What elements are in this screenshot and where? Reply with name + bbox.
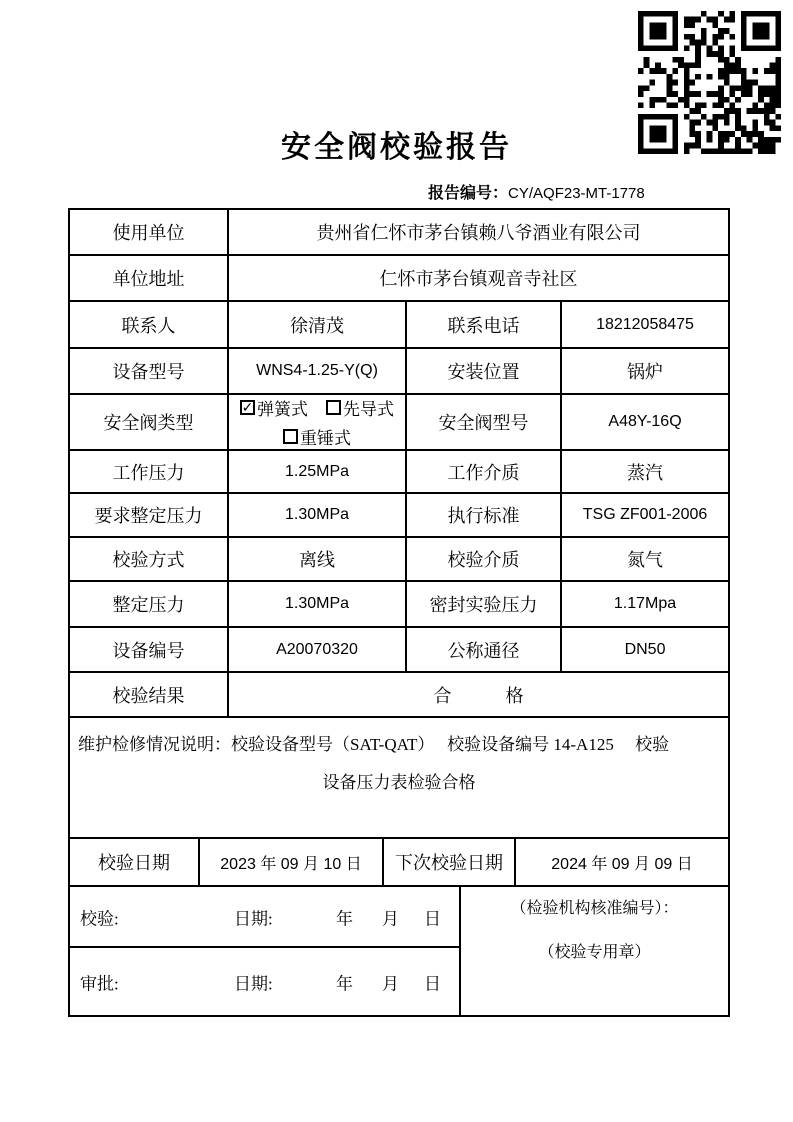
valve-model-value: A48Y-16Q xyxy=(561,394,729,450)
unit-address-label: 单位地址 xyxy=(69,255,228,301)
valve-type-options xyxy=(228,394,406,450)
required-set-pressure-label: 要求整定压力 xyxy=(69,493,228,537)
table-row xyxy=(69,348,729,394)
unit-address-value: 仁怀市茅台镇观音寺社区 xyxy=(228,255,729,301)
result-label: 校验结果 xyxy=(69,672,228,717)
approver-date-label: 日期: xyxy=(234,974,273,993)
table-row xyxy=(69,838,729,886)
table-row xyxy=(69,886,729,947)
approver-day-label: 日 xyxy=(424,974,441,993)
calibration-method-value: 离线 xyxy=(228,537,406,581)
standard-value: TSG ZF001-2006 xyxy=(561,493,729,537)
table-row xyxy=(69,301,729,348)
calibrator-sign-row xyxy=(69,886,460,947)
approver-label: 审批: xyxy=(80,974,119,993)
valve-model-label: 安全阀型号 xyxy=(406,394,561,450)
nominal-diameter-label: 公称通径 xyxy=(406,627,561,672)
table-row xyxy=(69,450,729,493)
calibration-medium-value: 氮气 xyxy=(561,537,729,581)
working-pressure-value: 1.25MPa xyxy=(228,450,406,493)
table-row xyxy=(69,255,729,301)
next-calibration-date-value: 2024 年 09 月 09 日 xyxy=(515,838,729,886)
seal-test-pressure-value: 1.17Mpa xyxy=(561,581,729,627)
calibrator-label: 校验: xyxy=(80,909,119,928)
device-model-value: WNS4-1.25-Y(Q) xyxy=(228,348,406,394)
usage-unit-label: 使用单位 xyxy=(69,209,228,255)
standard-label: 执行标准 xyxy=(406,493,561,537)
calibrator-date-label: 日期: xyxy=(234,909,273,928)
phone-value: 18212058475 xyxy=(561,301,729,348)
table-row xyxy=(69,717,729,838)
calibrator-year-label: 年 xyxy=(336,909,353,928)
table-row xyxy=(69,209,729,255)
unchecked-checkbox-icon[interactable] xyxy=(326,400,341,415)
maintenance-note xyxy=(69,717,729,838)
checkbox-spring-type[interactable] xyxy=(240,395,308,420)
device-no-label: 设备编号 xyxy=(69,627,228,672)
device-no-value: A20070320 xyxy=(228,627,406,672)
table-row xyxy=(69,493,729,537)
checkbox-spring-label: 弹簧式 xyxy=(257,400,308,419)
page-title: 安全阀校验报告 xyxy=(281,131,512,164)
table-row xyxy=(69,627,729,672)
working-medium-value: 蒸汽 xyxy=(561,450,729,493)
checkbox-weight-type[interactable] xyxy=(283,424,351,449)
checkbox-pilot-type[interactable] xyxy=(326,395,394,420)
calibration-date-label: 校验日期 xyxy=(69,838,199,886)
approver-year-label: 年 xyxy=(336,974,353,993)
checkbox-pilot-label: 先导式 xyxy=(343,400,394,419)
table-row xyxy=(69,394,729,450)
maintenance-note-line2: 设备压力表检验合格 xyxy=(322,773,476,792)
checked-checkbox-icon[interactable]: ✓ xyxy=(241,399,254,416)
main-info-table xyxy=(68,208,730,839)
signature-table xyxy=(68,885,730,1017)
install-position-value: 锅炉 xyxy=(561,348,729,394)
calibration-medium-label: 校验介质 xyxy=(406,537,561,581)
contact-value: 徐清茂 xyxy=(228,301,406,348)
valve-type-label: 安全阀类型 xyxy=(69,394,228,450)
unchecked-checkbox-icon[interactable] xyxy=(283,429,298,444)
phone-label: 联系电话 xyxy=(406,301,561,348)
required-set-pressure-value: 1.30MPa xyxy=(228,493,406,537)
contact-label: 联系人 xyxy=(69,301,228,348)
result-value: 合 格 xyxy=(228,672,729,717)
calibration-date-value: 2023 年 09 月 10 日 xyxy=(199,838,383,886)
usage-unit-value: 贵州省仁怀市茅台镇赖八爷酒业有限公司 xyxy=(228,209,729,255)
seal-test-pressure-label: 密封实验压力 xyxy=(406,581,561,627)
agency-approval-no-label: （检验机构核准编号）： xyxy=(510,900,679,917)
maintenance-note-line1: 维护检修情况说明：校验设备型号（SAT-QAT） 校验设备编号 14-A125 校验 xyxy=(78,735,670,754)
working-medium-label: 工作介质 xyxy=(406,450,561,493)
next-calibration-date-label: 下次校验日期 xyxy=(383,838,515,886)
calibration-method-label: 校验方式 xyxy=(69,537,228,581)
approver-month-label: 月 xyxy=(382,974,399,993)
dates-table xyxy=(68,837,730,887)
report-number-label: 报告编号： xyxy=(428,185,509,202)
report-number xyxy=(428,180,645,203)
set-pressure-label: 整定压力 xyxy=(69,581,228,627)
table-row xyxy=(69,581,729,627)
nominal-diameter-value: DN50 xyxy=(561,627,729,672)
table-row xyxy=(69,537,729,581)
stamp-area xyxy=(460,886,729,1016)
install-position-label: 安装位置 xyxy=(406,348,561,394)
device-model-label: 设备型号 xyxy=(69,348,228,394)
approver-sign-row xyxy=(69,947,460,1016)
calibrator-day-label: 日 xyxy=(424,909,441,928)
calibrator-month-label: 月 xyxy=(382,909,399,928)
set-pressure-value: 1.30MPa xyxy=(228,581,406,627)
report-table xyxy=(68,208,728,1017)
working-pressure-label: 工作压力 xyxy=(69,450,228,493)
table-row xyxy=(69,672,729,717)
calibration-seal-label: （校验专用章） xyxy=(538,944,651,961)
checkbox-weight-label: 重锤式 xyxy=(300,429,351,448)
report-number-value: CY/AQF23-MT-1778 xyxy=(508,185,645,202)
